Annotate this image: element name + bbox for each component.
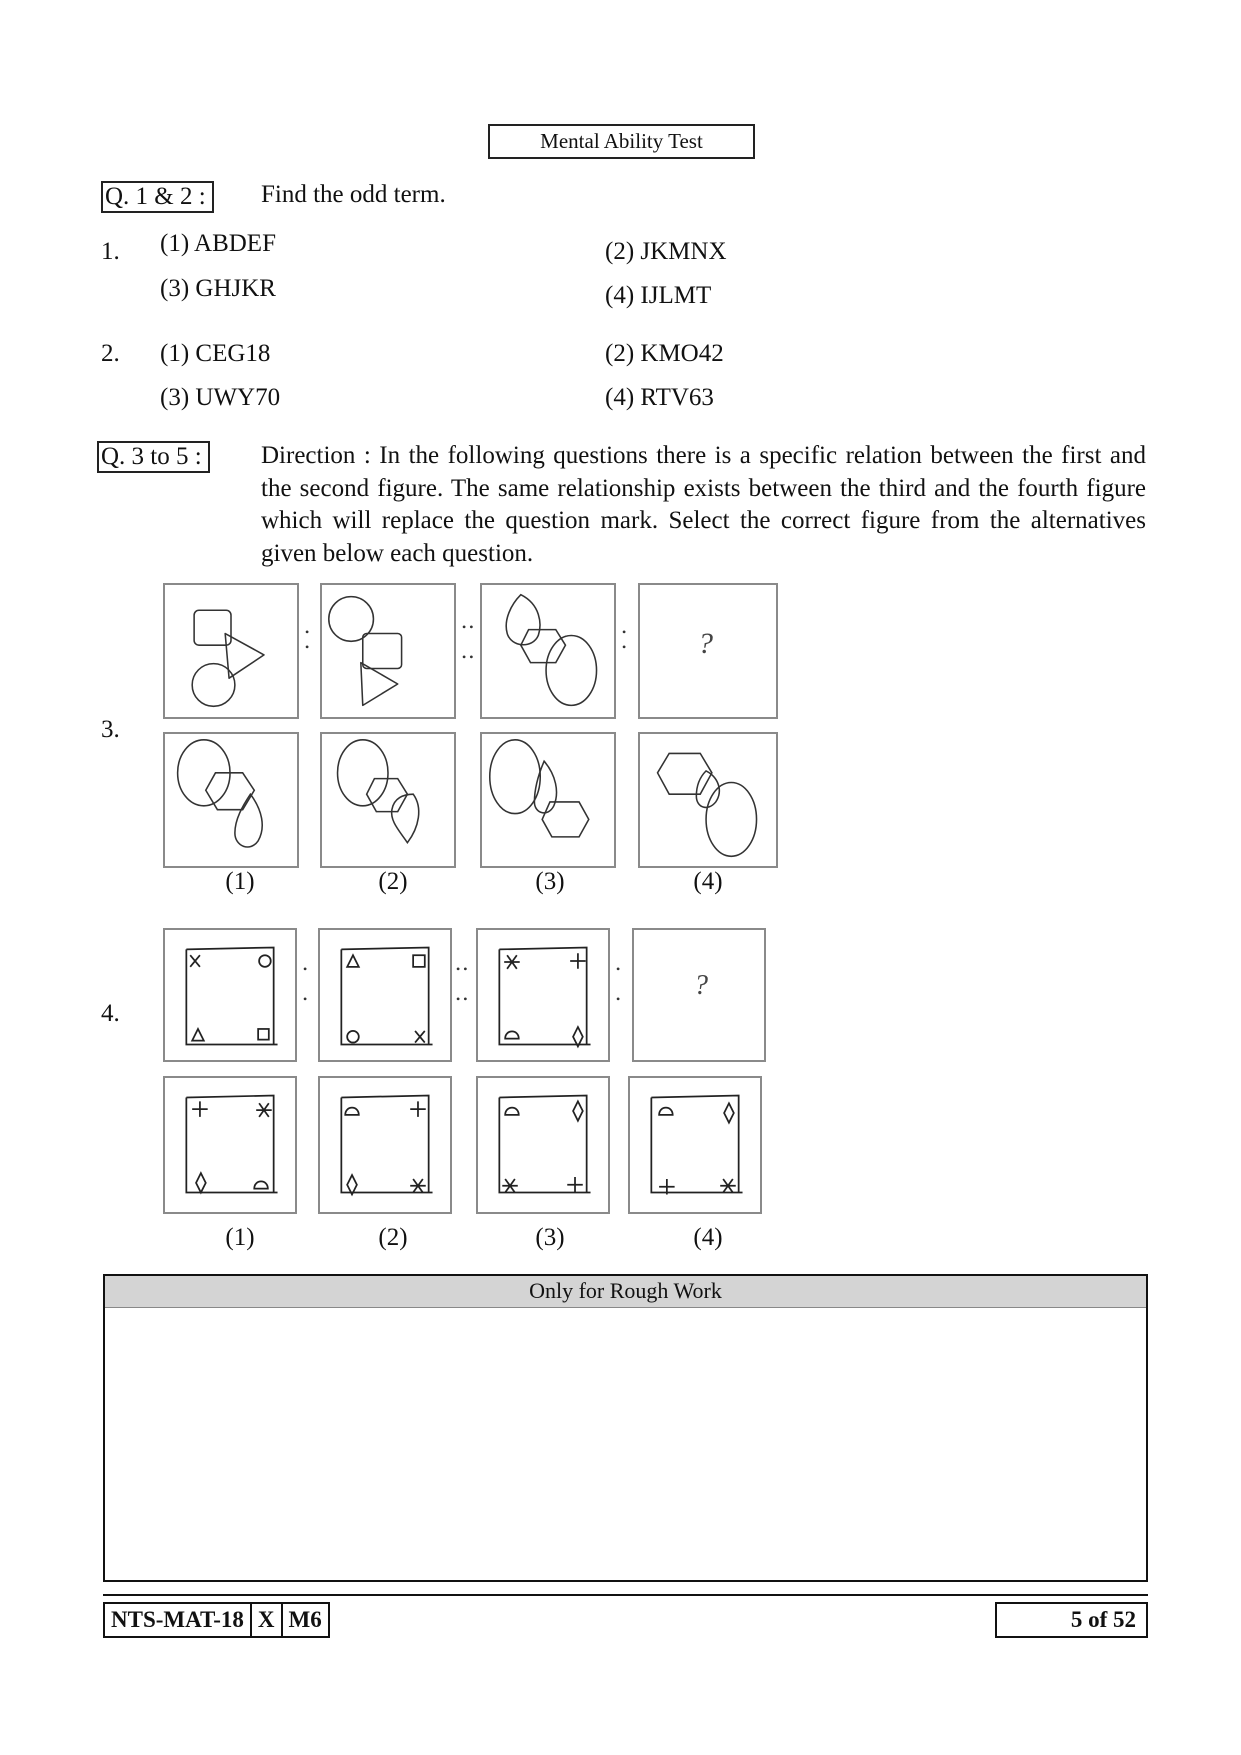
- set-code: M6: [288, 1607, 322, 1632]
- q2-option-4: (4) RTV63: [605, 384, 714, 411]
- q4-caption-3: (3): [535, 1224, 565, 1251]
- q4-problem-figure-2: [318, 928, 452, 1062]
- q2-number: 2.: [101, 340, 120, 367]
- footer-code-box: [103, 1602, 330, 1638]
- q4-option-figure-3[interactable]: [476, 1076, 610, 1214]
- paper-code: NTS-MAT-18: [105, 1604, 252, 1636]
- q35-direction: Direction : In the following questions there is a specific relation between the first and the second figure. The same relationship exists between the third and the fourth figure which will replace the question mark. Select the correct figure from the alternatives given below each question.: [261, 442, 1146, 567]
- square-shape: [363, 634, 402, 669]
- q3-option-figure-1[interactable]: [163, 732, 299, 868]
- class-code: X: [252, 1604, 283, 1636]
- q4-option-figure-4[interactable]: [628, 1076, 762, 1214]
- star-icon: [720, 1179, 736, 1193]
- q3-option-figure-2[interactable]: [320, 732, 456, 868]
- q1-option-4: (4) IJLMT: [605, 282, 712, 309]
- cross-icon: [415, 1031, 425, 1043]
- plus-icon: [192, 1101, 208, 1117]
- square-icon: [258, 1029, 269, 1040]
- drop-shape: [392, 794, 419, 843]
- oval-shape: [546, 635, 596, 705]
- cross-icon: [190, 955, 200, 967]
- star-icon: [256, 1103, 272, 1117]
- diamond-icon: [724, 1103, 734, 1122]
- triangle-icon: [192, 1029, 204, 1041]
- ratio-sign: • •: [303, 962, 308, 1006]
- ratio-sign: • •: [616, 962, 621, 1006]
- q12-label: Q. 1 & 2 :: [101, 181, 214, 213]
- triangle-icon: [347, 955, 359, 967]
- q3-option-figure-3[interactable]: [480, 732, 616, 868]
- square-icon: [413, 955, 425, 967]
- question-mark: ?: [694, 970, 708, 1001]
- semicircle-icon: [505, 1031, 519, 1038]
- drop-shape: [534, 761, 556, 813]
- q3-caption-1: (1): [225, 868, 255, 895]
- semicircle-icon: [345, 1108, 359, 1115]
- circle-shape: [329, 597, 374, 642]
- circle-icon: [347, 1031, 359, 1043]
- diamond-icon: [347, 1175, 357, 1194]
- q4-caption-2: (2): [378, 1224, 408, 1251]
- q4-caption-1: (1): [225, 1224, 255, 1251]
- ratio-sign: • •: [305, 625, 310, 654]
- proportion-sign: • • • •: [456, 962, 468, 1006]
- star-icon: [502, 1179, 518, 1193]
- square-frame: [499, 1096, 590, 1193]
- drop-shape: [506, 595, 540, 645]
- square-frame: [186, 947, 277, 1044]
- star-icon: [504, 955, 520, 969]
- diamond-icon: [196, 1173, 206, 1192]
- question-mark: ?: [698, 627, 713, 660]
- q3-problem-figure-2: [320, 583, 456, 719]
- q12-instruction: Find the odd term.: [261, 181, 446, 208]
- hexagon-shape: [542, 802, 589, 837]
- hexagon-shape: [521, 630, 566, 663]
- rough-work-title: Only for Rough Work: [105, 1276, 1146, 1308]
- q2-option-1: (1) CEG18: [160, 340, 271, 367]
- proportion-sign: • • • •: [462, 620, 474, 664]
- q1-option-1: (1) ABDEF: [160, 230, 276, 257]
- page-number: 5 of 52: [995, 1602, 1148, 1638]
- q4-option-figure-1[interactable]: [163, 1076, 297, 1214]
- footer-divider: [103, 1594, 1148, 1596]
- q2-option-2: (2) KMO42: [605, 340, 724, 367]
- circle-shape: [192, 664, 235, 707]
- q3-caption-3: (3): [535, 868, 565, 895]
- q4-problem-figure-1: [163, 928, 297, 1062]
- diamond-icon: [573, 1101, 583, 1120]
- plus-icon: [410, 1101, 426, 1117]
- plus-icon: [567, 1177, 583, 1193]
- q3-option-figure-4[interactable]: [638, 732, 778, 868]
- q3-problem-figure-3: [480, 583, 616, 719]
- q1-number: 1.: [101, 238, 120, 265]
- plus-icon: [570, 953, 586, 969]
- ratio-sign: • •: [622, 625, 627, 654]
- star-icon: [410, 1179, 426, 1193]
- drop-shape: [235, 794, 262, 847]
- q3-caption-2: (2): [378, 868, 408, 895]
- section-title: Mental Ability Test: [488, 124, 755, 159]
- q1-option-2: (2) JKMNX: [605, 238, 727, 265]
- semicircle-icon: [659, 1108, 673, 1115]
- q1-option-3: (3) GHJKR: [160, 275, 276, 302]
- q35-label: Q. 3 to 5 :: [97, 441, 210, 473]
- q3-caption-4: (4): [693, 868, 723, 895]
- q4-option-figure-2[interactable]: [318, 1076, 452, 1214]
- oval-shape: [706, 783, 756, 857]
- q3-problem-figure-1: [163, 583, 299, 719]
- q2-option-3: (3) UWY70: [160, 384, 281, 411]
- square-frame: [341, 947, 432, 1044]
- oval-shape: [338, 740, 388, 806]
- oval-shape: [490, 740, 540, 814]
- q4-problem-figure-4-unknown: [632, 928, 766, 1062]
- circle-icon: [259, 955, 271, 967]
- square-frame: [341, 1096, 432, 1193]
- q3-problem-figure-4-unknown: [638, 583, 778, 719]
- semicircle-icon: [254, 1181, 268, 1188]
- semicircle-icon: [505, 1108, 519, 1115]
- diamond-icon: [573, 1027, 583, 1046]
- q4-caption-4: (4): [693, 1224, 723, 1251]
- square-frame: [651, 1096, 742, 1193]
- q4-number: 4.: [101, 1000, 120, 1027]
- rough-work-area: [103, 1274, 1148, 1582]
- q4-problem-figure-3: [476, 928, 610, 1062]
- q3-number: 3.: [101, 716, 120, 743]
